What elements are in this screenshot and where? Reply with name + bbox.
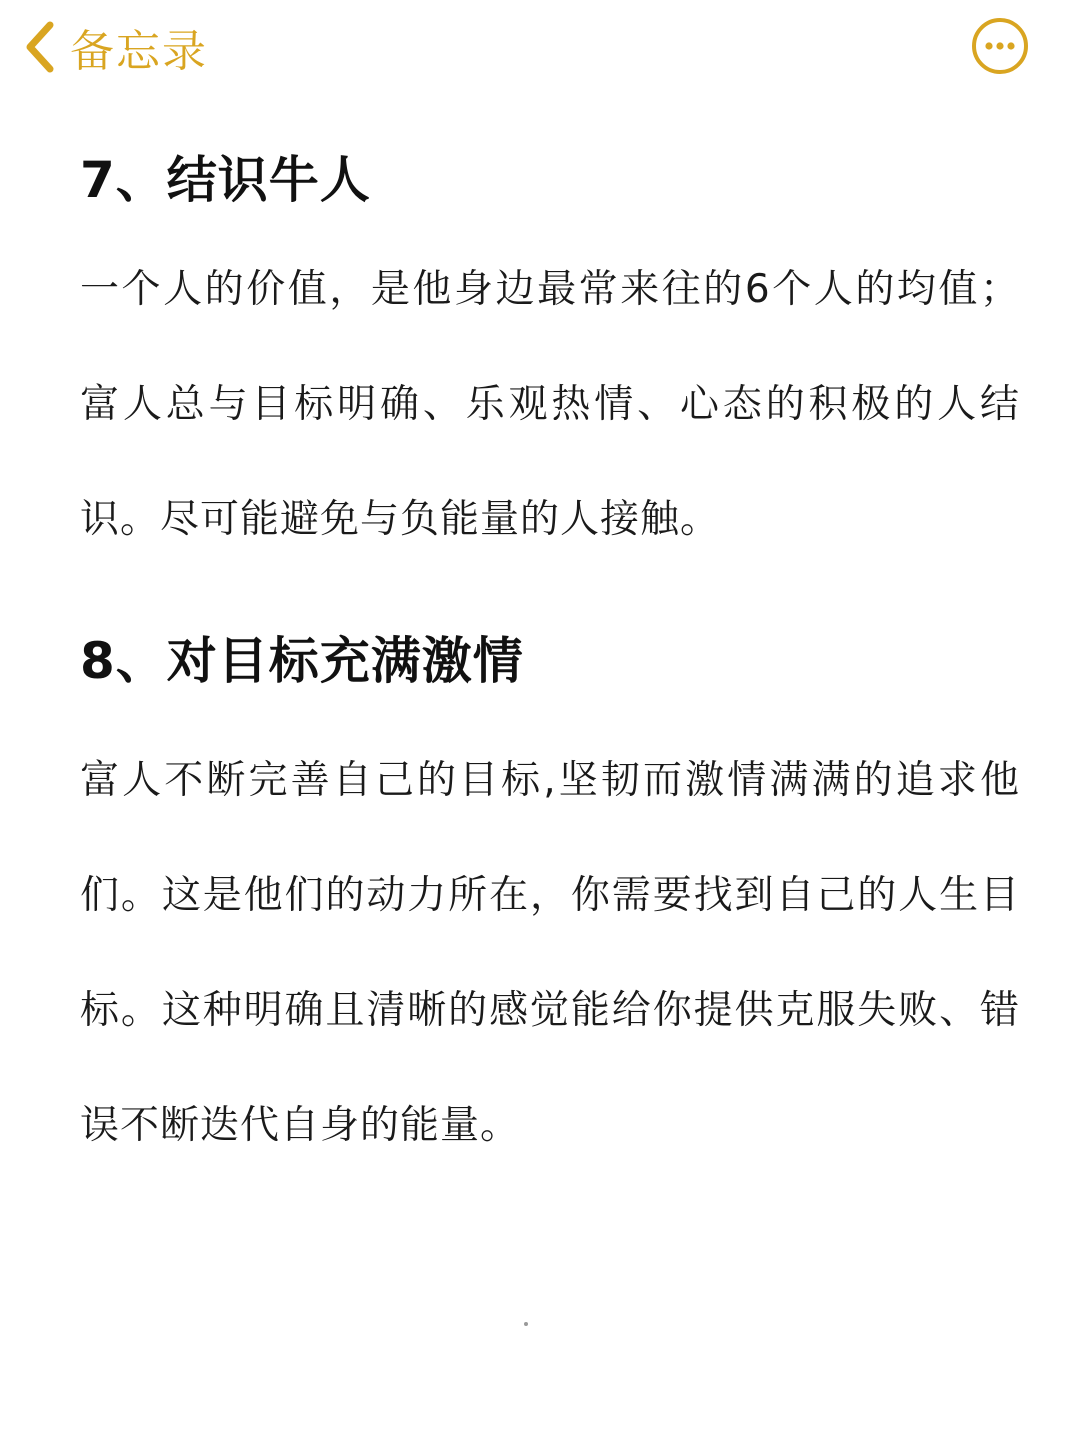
section-paragraph: 一个人的价值，是他身边最常来往的6个人的均值；富人总与目标明确、乐观热情、心态的积极的人结识。尽可能避免与负能量的人接触。 bbox=[80, 267, 1020, 542]
section-heading: 8、对目标充满激情 bbox=[80, 632, 524, 690]
back-button[interactable] bbox=[18, 14, 208, 80]
navigation-bar bbox=[0, 0, 1080, 100]
section-heading: 7、结识牛人 bbox=[80, 151, 371, 209]
chevron-left-icon bbox=[18, 17, 62, 77]
back-label: 备忘录 bbox=[70, 26, 208, 77]
speck-mark bbox=[524, 1322, 528, 1326]
more-options-button[interactable] bbox=[970, 16, 1030, 76]
more-horizontal-icon bbox=[970, 61, 1030, 80]
note-content bbox=[80, 130, 1020, 1183]
section-paragraph: 富人不断完善自己的目标,坚韧而激情满满的追求他们。这是他们的动力所在，你需要找到自己的人生目标。这种明确且清晰的感觉能给你提供克服失败、错误不断迭代自身的能量。 bbox=[80, 758, 1020, 1148]
